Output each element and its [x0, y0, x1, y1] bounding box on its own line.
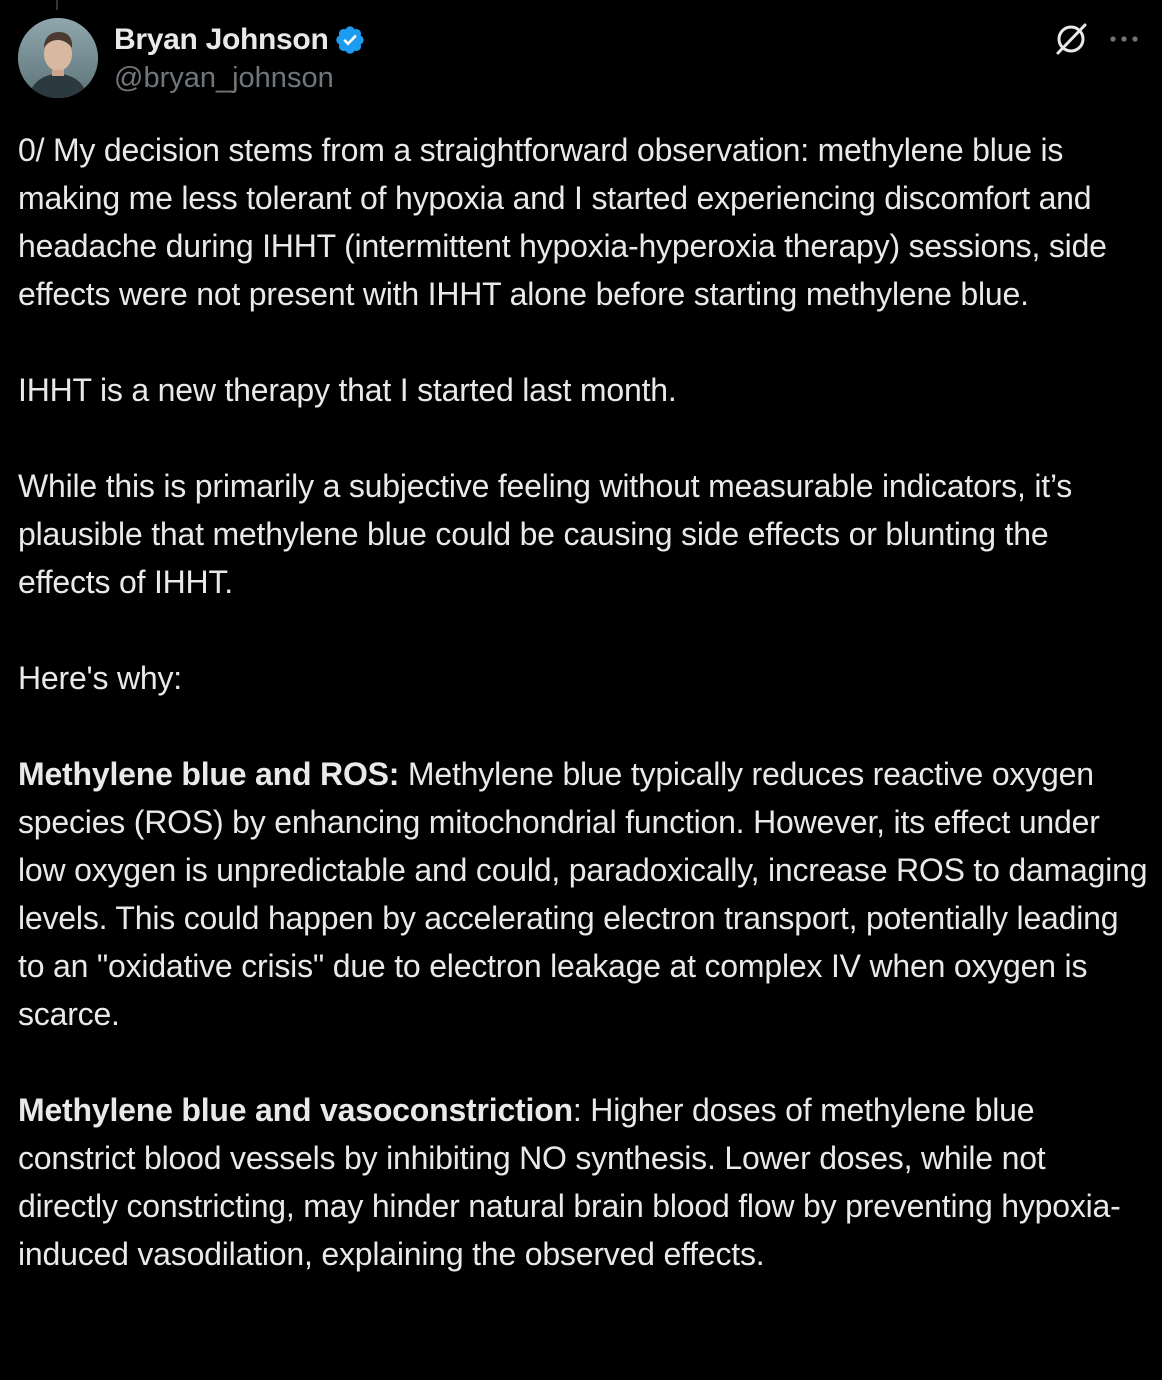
- tweet-actions: [1052, 20, 1144, 58]
- section-text-ros: Methylene blue typically reduces reactive oxygen species (ROS) by enhancing mitochondrial function. However, its effect under low oxygen is unpredictable and could, paradoxically, increase ROS to damaging levels. This could happen by accelerating electron transport, potentially leading to an "oxidative crisis" due to electron leakage at complex IV when oxygen is scarce.: [18, 756, 1148, 1032]
- tweet-text: [18, 126, 1148, 1278]
- tweet-header: [18, 18, 1144, 100]
- tweet-paragraph-4: Here's why:: [18, 660, 182, 696]
- more-options-icon[interactable]: [1104, 20, 1144, 58]
- tweet-paragraph-3: While this is primarily a subjective feeling without measurable indicators, it’s plausible that methylene blue could be causing side effects or blunting the effects of IHHT.: [18, 468, 1073, 600]
- thread-connector-line: [56, 0, 58, 10]
- tweet-paragraph-2: IHHT is a new therapy that I started last month.: [18, 372, 677, 408]
- section-heading-ros: Methylene blue and ROS:: [18, 756, 400, 792]
- avatar[interactable]: [18, 18, 98, 98]
- section-text-vasoconstriction: : Higher doses of methylene blue constrict blood vessels by inhibiting NO synthesis. Lower doses, while not directly constricting, may hinder natural brain blood flow by preventing hypoxia-induced vasodilation, explaining the observed effects.: [18, 1092, 1121, 1272]
- grok-icon[interactable]: [1052, 20, 1090, 58]
- avatar-image: [18, 18, 98, 98]
- tweet-paragraph-1: 0/ My decision stems from a straightforward observation: methylene blue is making me less tolerant of hypoxia and I started experiencing discomfort and headache during IHHT (intermittent hypoxia-hyperoxia therapy) sessions, side effects were not present with IHHT alone before starting methylene blue.: [18, 132, 1107, 312]
- tweet-paragraph-5: [18, 750, 1148, 1038]
- section-heading-vasoconstriction: Methylene blue and vasoconstriction: [18, 1092, 573, 1128]
- author-identity: [114, 20, 366, 96]
- name-row: [114, 20, 366, 60]
- author-handle[interactable]: @bryan_johnson: [114, 62, 334, 94]
- author-display-name[interactable]: Bryan Johnson: [114, 23, 329, 56]
- verified-badge-icon[interactable]: [334, 24, 366, 56]
- tweet-paragraph-6: [18, 1086, 1148, 1278]
